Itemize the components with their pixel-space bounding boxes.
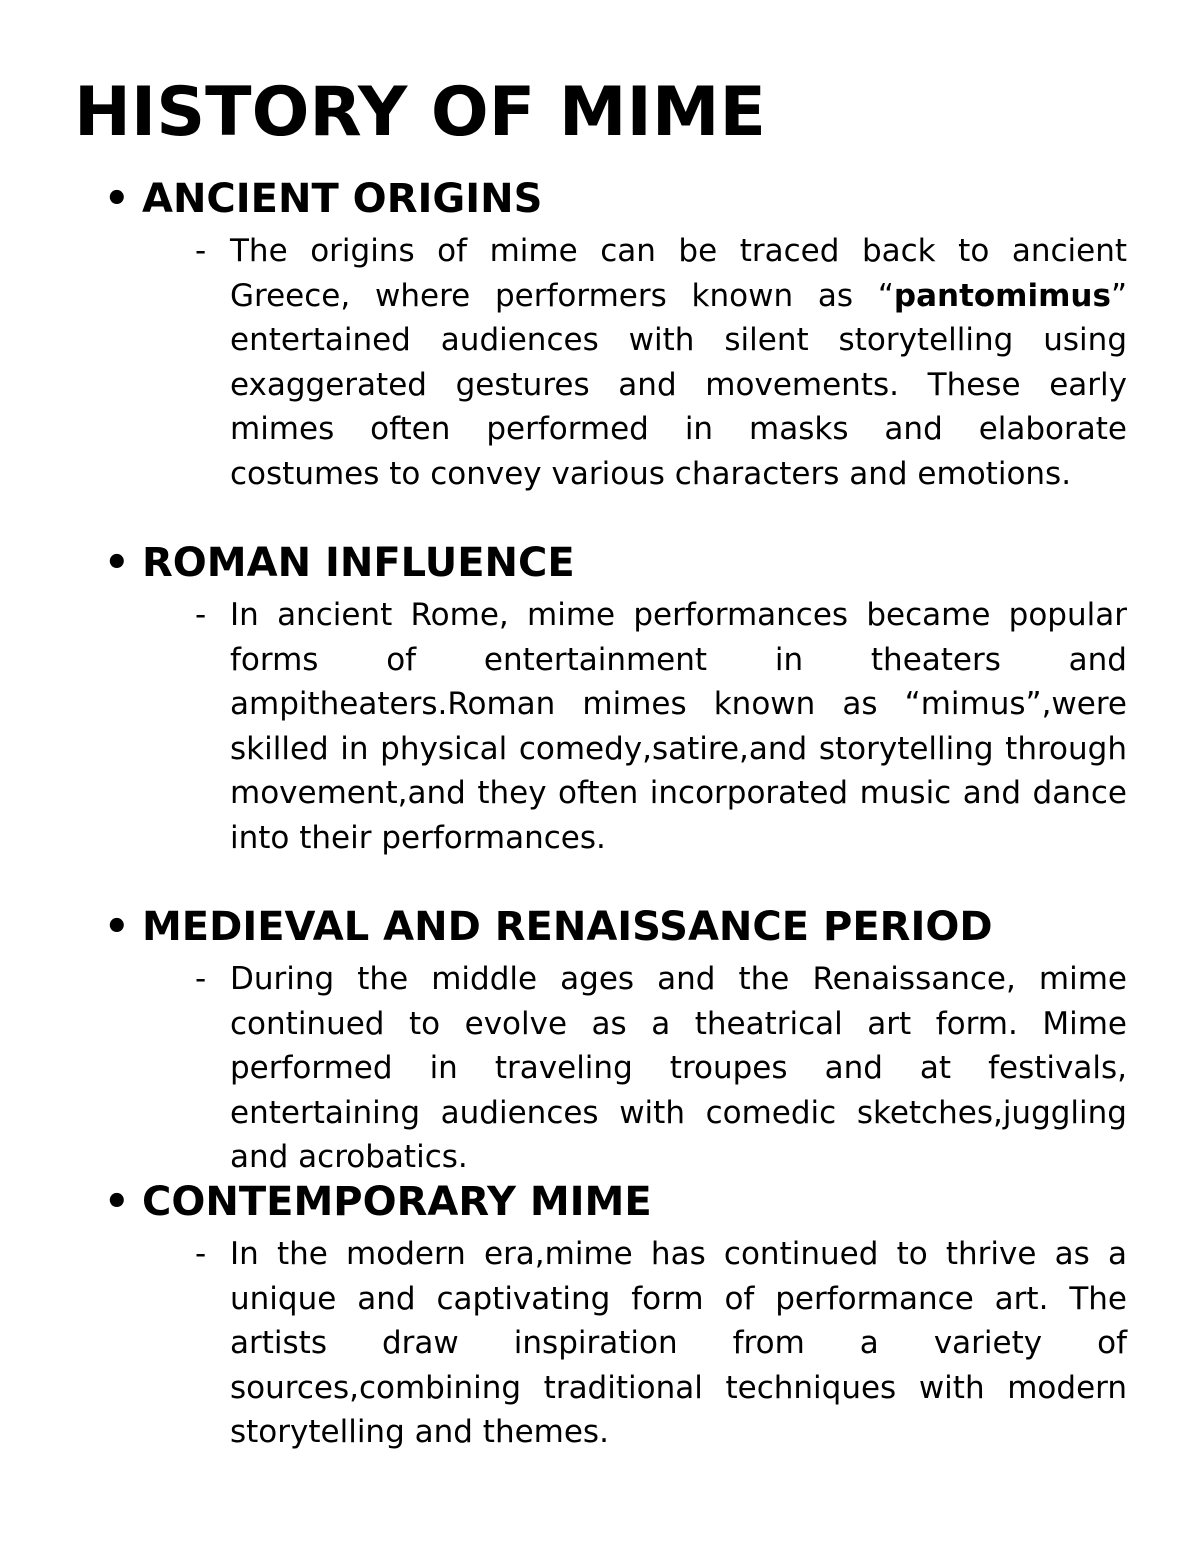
section-heading-ancient-origins bbox=[104, 174, 542, 224]
dash-icon: - bbox=[195, 961, 207, 997]
section-heading-label: ANCIENT ORIGINS bbox=[142, 176, 543, 222]
section-heading-label: CONTEMPORARY MIME bbox=[142, 1179, 652, 1225]
section-paragraph-medieval-renaissance: During the middle ages and the Renaissance, mime continued to evolve as a theatrical art form. Mime performed in traveling troupes and at festivals, entertaining audiences with comedic sketches,juggling and acrobatics. bbox=[230, 961, 1127, 1175]
section-paragraph-ancient-origins bbox=[230, 229, 1127, 496]
section-heading-roman-influence bbox=[104, 538, 575, 588]
paragraph-text: ” entertained audiences with silent storytelling using exaggerated gestures and movements. These early mimes often performed in masks and elaborate costumes to convey various characters and emotions. bbox=[230, 277, 1127, 492]
bullet-icon: • bbox=[104, 540, 130, 586]
paragraph-text: The origins of mime can be traced back to ancient Greece, where performers known as “ bbox=[230, 233, 1127, 314]
section-paragraph-contemporary-mime: In the modern era,mime has continued to thrive as a unique and captivating form of performance art. The artists draw inspiration from a variety of sources,combining traditional techniques with modern storytelling and themes. bbox=[230, 1236, 1127, 1450]
section-heading-label: MEDIEVAL AND RENAISSANCE PERIOD bbox=[142, 904, 993, 950]
section-heading-label: ROMAN INFLUENCE bbox=[142, 540, 575, 586]
dash-icon: - bbox=[195, 1236, 207, 1272]
paragraph-bold-term: pantomimus bbox=[893, 277, 1111, 314]
bullet-icon: • bbox=[104, 904, 130, 950]
section-heading-contemporary-mime bbox=[104, 1177, 652, 1227]
section-paragraph-roman-influence: In ancient Rome, mime performances became popular forms of entertainment in theaters and ampitheaters.Roman mimes known as “mimus”,were skilled in physical comedy,satire,and storytelling through movement,and they often incorporated music and dance into their performances. bbox=[230, 597, 1127, 856]
page-title: HISTORY OF MIME bbox=[74, 73, 766, 152]
section-heading-medieval-renaissance bbox=[104, 902, 993, 952]
dash-icon: - bbox=[195, 233, 207, 269]
dash-icon: - bbox=[195, 597, 207, 633]
bullet-icon: • bbox=[104, 176, 130, 222]
bullet-icon: • bbox=[104, 1179, 130, 1225]
